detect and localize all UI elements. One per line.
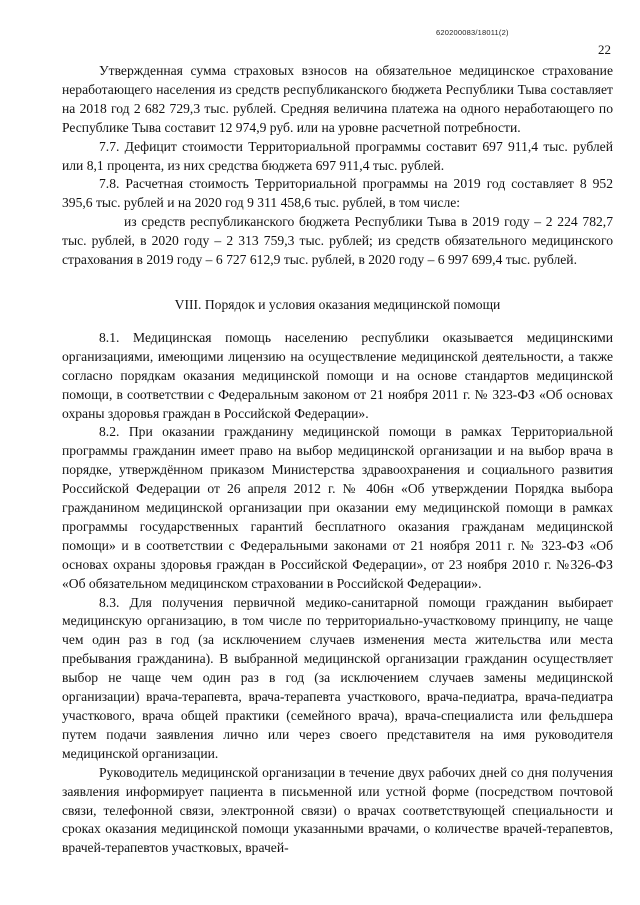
paragraph-7-8: 7.8. Расчетная стоимость Территориальной программы на 2019 год составляет 8 952 395,6 тыс. рублей и на 2020 год 9 311 458,6 тыс. рублей, в том числе:: [62, 176, 613, 211]
paragraph-8-1: 8.1. Медицинская помощь населению республики оказывается медицинскими организациями, имеющими лицензию на осуществление медицинской деятельности, а также согласно порядкам оказания медицинской помощи и на основе стандартов медицинской помощи, в соответствии с Федеральным законом от 21 ноября 2011 г. № 323-ФЗ «Об основах охраны здоровья граждан в Российской Федерации».: [62, 329, 613, 421]
paragraph-7-7: 7.7. Дефицит стоимости Территориальной программы составит 697 911,4 тыс. рублей или 8,1 процента, из них средства бюджета 697 911,4 тыс. рублей.: [62, 138, 613, 173]
paragraph-head-of-organization: Руководитель медицинской организации в течение двух рабочих дней со дня получения заявления информирует пациента в письменной или устной форме (посредством почтовой связи, телефонной связи, электронной связи) о врачах соответствующей специальности и сроках оказания медицинской помощи указанными врачами, о количестве врачей-терапевтов, врачей-терапевтов участковых, врачей-: [62, 764, 613, 856]
paragraph-insurance-contributions: Утвержденная сумма страховых взносов на обязательное медицинское страхование неработающего населения из средств республиканского бюджета Республики Тыва составляет на 2018 год 2 682 729,3 тыс. рублей. Средняя величина платежа на одного неработающего по Республике Тыва составит 12 974,9 руб. или на уровне расчетной потребности.: [62, 63, 613, 135]
document-body: [62, 62, 613, 858]
section-heading: VIII. Порядок и условия оказания медицинской помощи: [174, 296, 501, 312]
paragraph-8-2: 8.2. При оказании гражданину медицинской помощи в рамках Территориальной программы гражданин имеет право на выбор медицинской организации и на выбор врача в порядке, утверждённом приказом Министерства здравоохранения и социального развития Российской Федерации от 26 апреля 2012 г. № 406н «Об утверждении Порядка выбора гражданином медицинской организации при оказании ему медицинской помощи в рамках программы государственных гарантий бесплатного оказания гражданам медицинской помощи» и в соответствии с Федеральными законами от 21 ноября 2011 г. № 323-ФЗ «Об основах охраны здоровья граждан в Российской Федерации», от 23 ноября 2010 г. №326-ФЗ «Об обязательном медицинском страховании в Российской Федерации».: [62, 424, 613, 591]
paragraph-7-8-breakdown: из средств республиканского бюджета Республики Тыва в 2019 году – 2 224 782,7 тыс. рублей, в 2020 году – 2 313 759,3 тыс. рублей; из средств обязательного медицинского страхования в 2019 году – 6 727 612,9 тыс. рублей, в 2020 году – 6 997 699,4 тыс. рублей.: [62, 214, 613, 268]
paragraph-8-3: 8.3. Для получения первичной медико-санитарной помощи гражданин выбирает медицинскую организацию, в том числе по территориально-участковому принципу, не чаще чем один раз в год (за исключением случаев изменения места жительства или места пребывания гражданина). В выбранной медицинской организации гражданин осуществляет выбор не чаще чем один раз в год (за исключением случаев замены медицинской организации) врача-терапевта, врача-терапевта участкового, врача-педиатра, врача-педиатра участкового, врача общей практики (семейного врача), врача-специалиста или фельдшера путем подачи заявления лично или через своего представителя на имя руководителя медицинской организации.: [62, 594, 613, 761]
document-id: 620200083/18011(2): [436, 28, 509, 37]
page-number: 22: [598, 42, 611, 57]
